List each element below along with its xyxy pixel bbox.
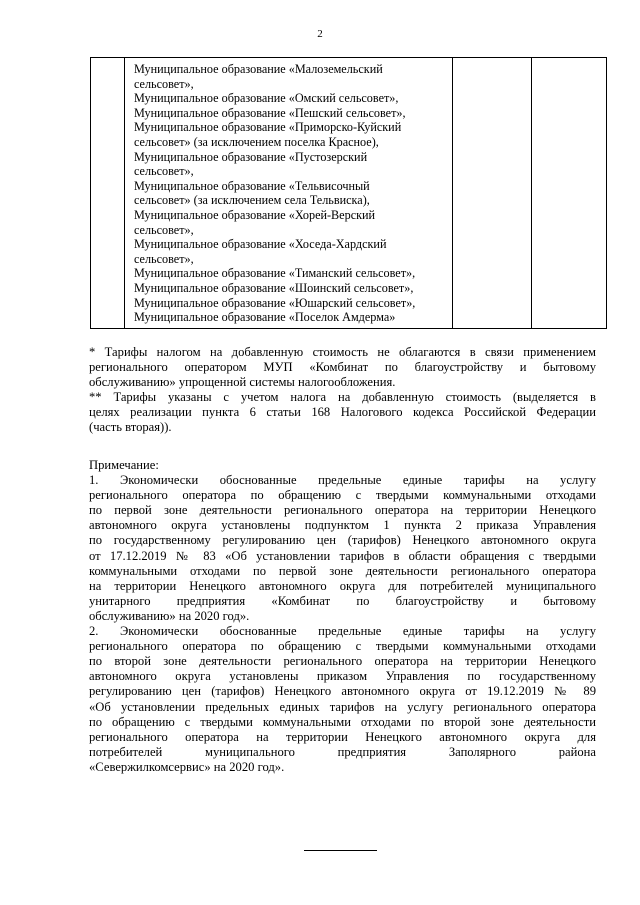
table-cell-number [91,58,125,329]
note-item-1-line: от 17.12.2019 № 83 «Об установлении тарифов в области обращения с твердыми [89,548,596,563]
note-item-2-line: «Севержилкомсервис» на 2020 год». [89,759,285,774]
note-item-1-line: регионального оператора по обращению с твердыми коммунальными отходами [89,488,596,503]
table-cell-municipalities [125,58,453,329]
municipality-line: Муниципальное образование «Поселок Амдерма» [134,310,396,325]
note-item-1-line: по государственному регулированию цен (тарифов) Ненецкого автономного округа [89,533,596,548]
note-item-2-line: автономного округа установлены приказом Управления по государственному [89,669,596,684]
tariff-table-continuation [90,57,607,329]
table-row [91,58,607,329]
municipality-line: Муниципальное образование «Хоседа-Хардский [134,237,387,252]
note-item-2-line: 2. Экономически обоснованные предельные единые тарифы на услугу [89,624,596,639]
municipality-line: Муниципальное образование «Пустозерский [134,149,368,164]
notes-heading: Примечание: [89,458,159,472]
note-item-1-line: по первой зоне деятельности регионального оператора на территории Ненецкого [89,503,596,518]
footnotes [89,345,596,436]
municipality-line: Муниципальное образование «Юшарский сельсовет», [134,295,416,310]
municipalities-list [134,58,450,328]
municipality-line: Муниципальное образование «Шоинский сельсовет», [134,280,414,295]
municipality-line: Муниципальное образование «Омский сельсовет», [134,91,399,106]
municipality-line: сельсовет», [134,164,194,179]
note-item-2-line: «Об установлении предельных единых тарифов на услугу регионального оператора [89,699,596,714]
municipality-line: Муниципальное образование «Малоземельский [134,62,383,76]
municipality-line: Муниципальное образование «Хорей-Верский [134,207,376,222]
note-item-1-line: коммунальными отходами по первой зоне деятельности регионального оператора [89,563,596,578]
note-item-1-line: 1. Экономически обоснованные предельные единые тарифы на услугу [89,473,596,488]
note-item-1-line: автономного округа установлены подпунктом 1 пункта 2 приказа Управления [89,518,596,533]
notes-section [89,458,596,775]
municipality-line: сельсовет», [134,222,194,237]
note-item-2-line: регулированию цен (тарифов) Ненецкого автономного округа от 19.12.2019 № 89 [89,684,596,699]
footnote-line: регионального оператором МУП «Комбинат по благоустройству и бытовому [89,360,596,375]
municipality-line: Муниципальное образование «Тиманский сельсовет», [134,266,416,281]
note-item-2-line: потребителей муниципального предприятия Заполярного района [89,744,596,759]
table-cell-tariff [453,58,532,329]
municipality-line: Муниципальное образование «Тельвисочный [134,178,370,193]
municipality-line: сельсовет» (за исключением поселка Красное), [134,134,379,149]
municipality-line: сельсовет», [134,76,194,91]
note-item-2-line: регионального оператора на территории Ненецкого автономного округа для [89,729,596,744]
note-item-2-line: по обращению с твердыми коммунальными отходами по второй зоне деятельности [89,714,596,729]
footer-divider [304,850,377,851]
note-item-1-line: на территории Ненецкого автономного округа для потребителей муниципального [89,578,596,593]
municipality-line: Муниципальное образование «Приморско-Куйский [134,120,402,135]
page-number: 2 [317,28,323,40]
table-cell-tariff-vat [532,58,607,329]
municipality-line: Муниципальное образование «Пешский сельсовет», [134,105,406,120]
footnote-line: обслуживанию» упрощенной системы налогообложения. [89,375,396,390]
note-item-2-line: по второй зоне деятельности регионального оператора на территории Ненецкого [89,654,596,669]
note-item-1-line: унитарного предприятия «Комбинат по благоустройству и бытовому [89,593,596,608]
footnote-line: * Тарифы налогом на добавленную стоимость не облагаются в связи применением [89,345,596,359]
footnote-line: ** Тарифы указаны с учетом налога на добавленную стоимость (выделяется в [89,390,596,405]
note-item-2-line: регионального оператора по обращению с твердыми коммунальными отходами [89,639,596,654]
footnote-line: целях реализации пункта 6 статьи 168 Налогового кодекса Российской Федерации [89,405,596,420]
municipality-line: сельсовет» (за исключением села Тельвиска), [134,193,370,208]
municipality-line: сельсовет», [134,251,194,266]
note-item-1-line: обслуживанию» на 2020 год». [89,608,250,623]
footnote-line: (часть вторая)). [89,420,172,435]
